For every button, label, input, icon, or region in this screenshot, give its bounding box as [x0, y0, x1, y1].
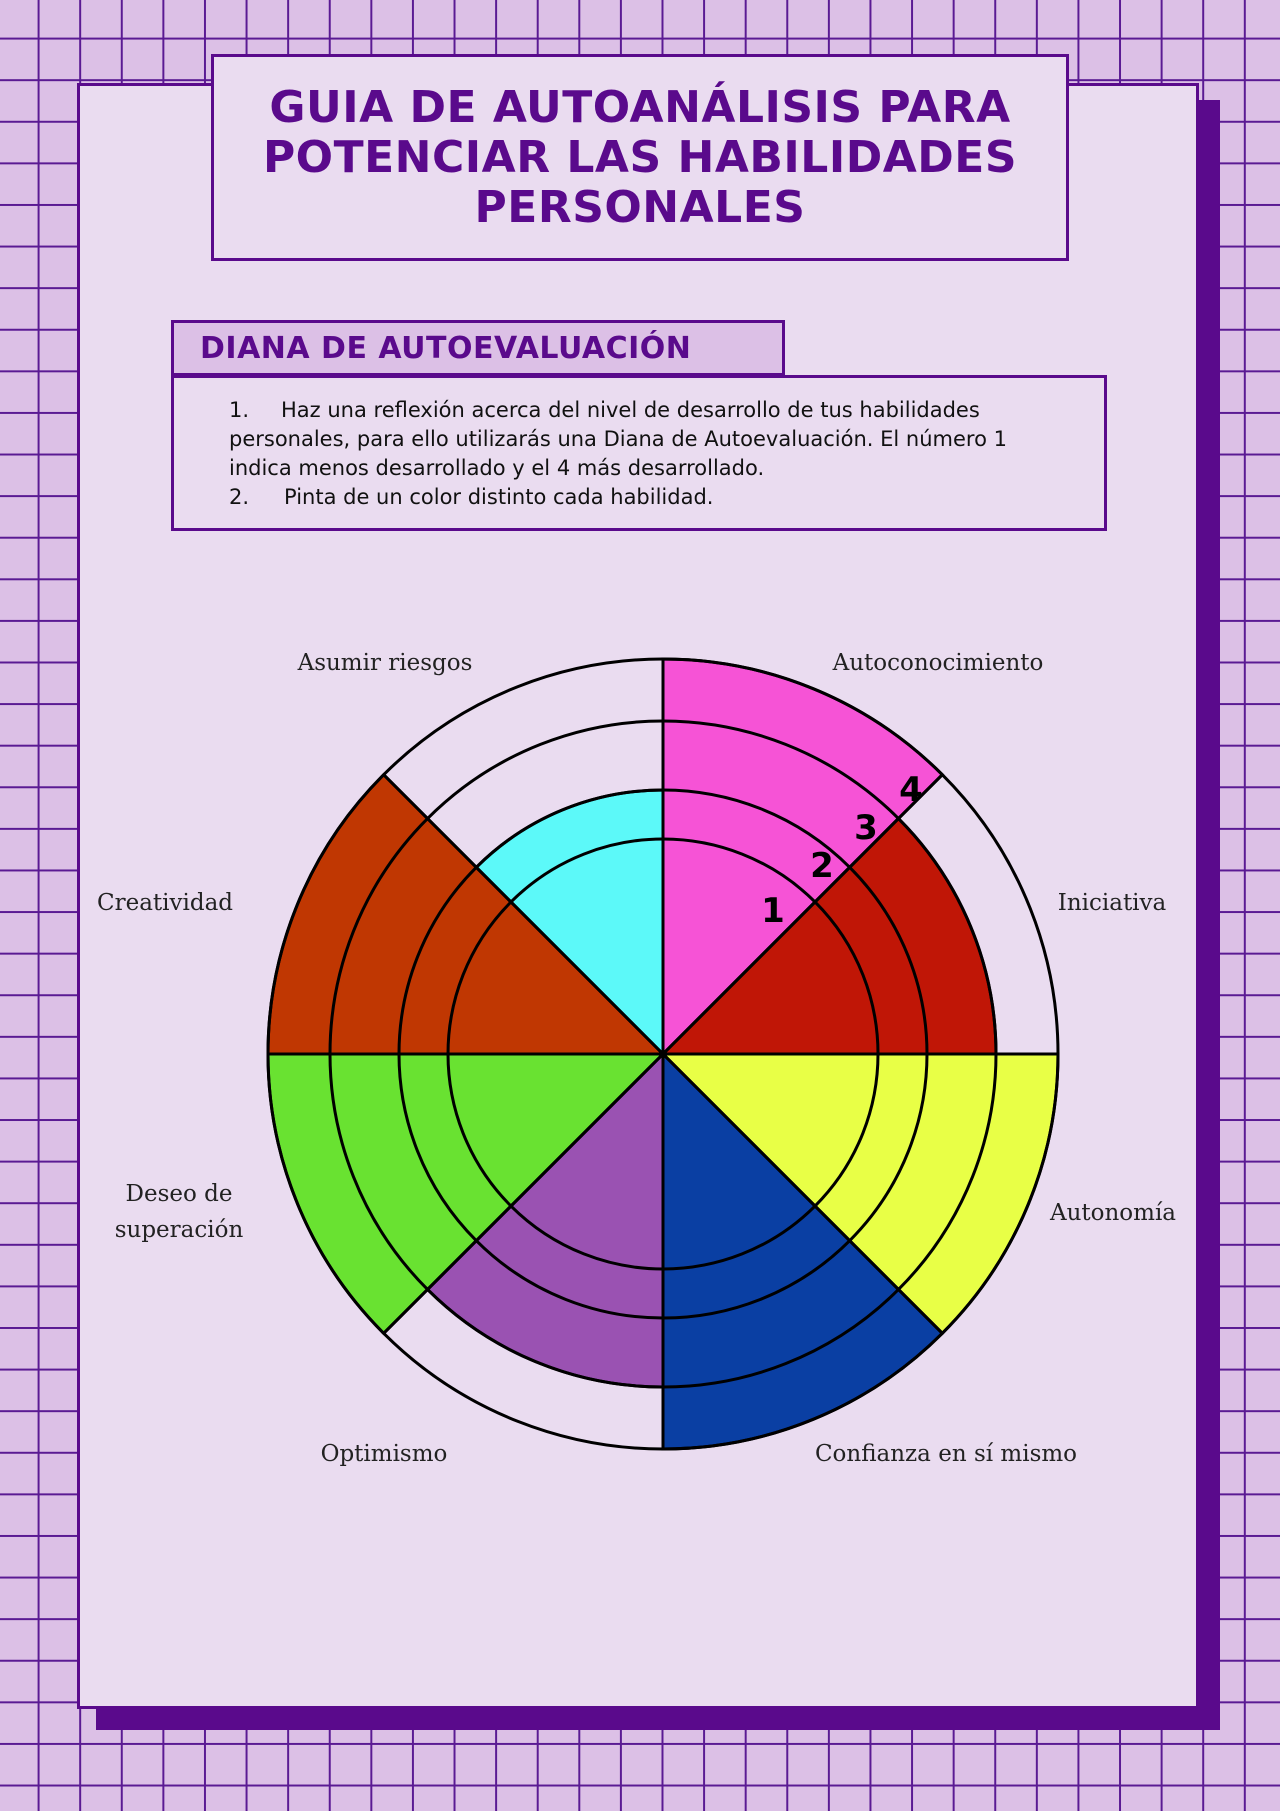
ring-level-number: 1	[761, 891, 785, 931]
skill-label: Optimismo	[320, 1441, 448, 1467]
instruction-text: Pinta de un color distinto cada habilidad.	[284, 485, 714, 509]
page-title: GUIA DE AUTOANÁLISIS PARA POTENCIAR LAS HABILIDADES PERSONALES	[262, 81, 1018, 233]
ring-level-number: 4	[899, 770, 923, 810]
skill-label: Autonomía	[1049, 1200, 1177, 1226]
skill-label: Asumir riesgos	[297, 650, 473, 676]
instruction-text: Haz una reflexión acerca del nivel de desarrollo de tus habilidades personales, para ello utilizarás una Diana de Autoevaluación. El número 1 indica menos desarrollado y el 4 más desarrollado.	[229, 398, 1007, 480]
skill-label: Deseo de superación	[114, 1181, 244, 1243]
ring-level-number: 2	[810, 846, 834, 886]
instruction-number: 2.	[229, 485, 250, 509]
ring-level-number: 3	[854, 808, 878, 848]
skill-label: Confianza en sí mismo	[814, 1441, 1078, 1467]
skill-label: Iniciativa	[1057, 890, 1167, 916]
skill-label: Creatividad	[96, 890, 234, 916]
skill-label: Autoconocimiento	[832, 650, 1044, 676]
section-title: DIANA DE AUTOEVALUACIÓN	[200, 330, 692, 366]
instruction-number: 1.	[229, 398, 250, 422]
